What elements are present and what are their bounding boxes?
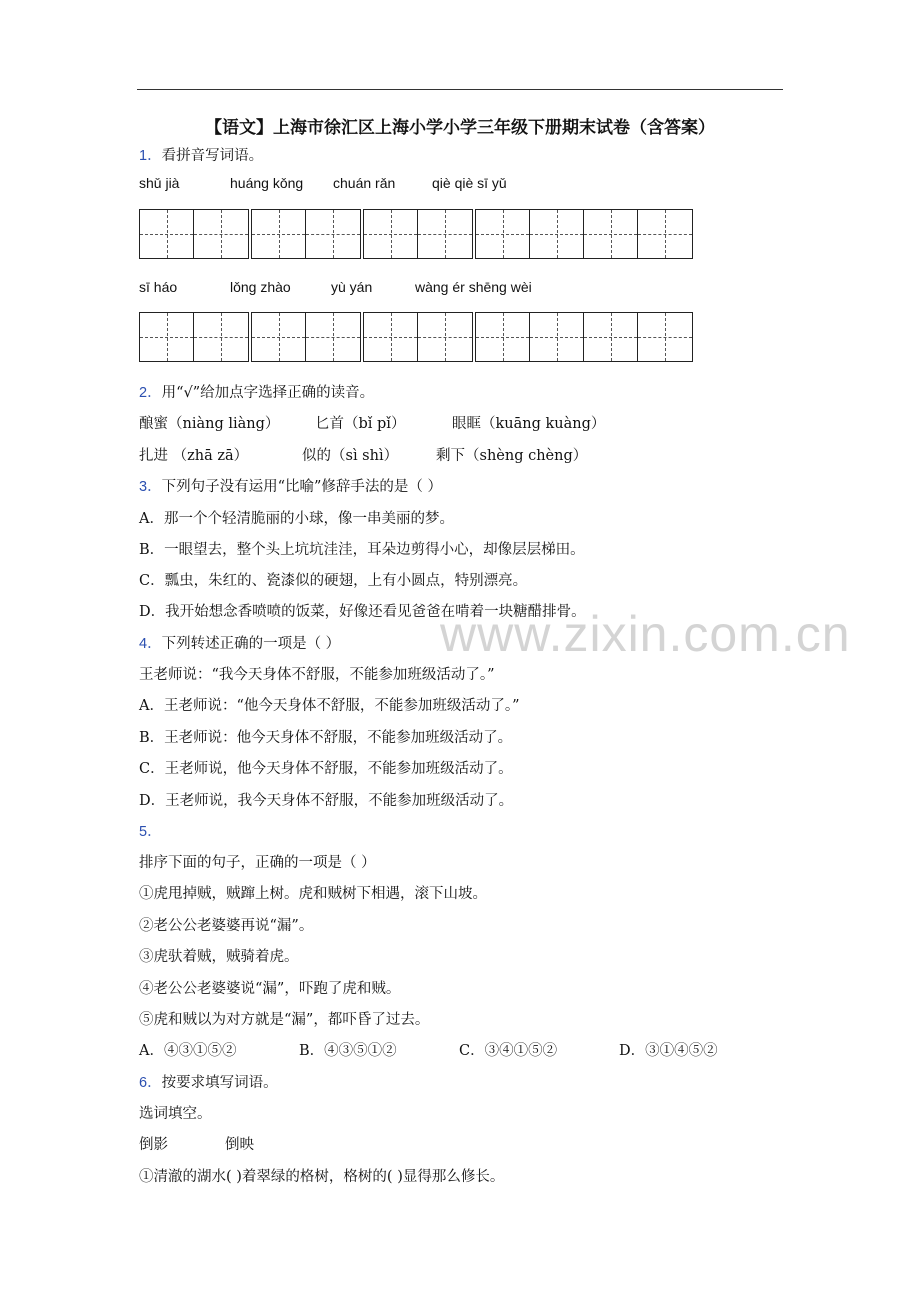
reading-choice[interactable]: 眼眶（kuāng kuàng） — [452, 416, 606, 432]
reading-choice[interactable]: 似的（sì shì） — [302, 448, 399, 464]
watermark: www.zixin.com.cn — [440, 606, 851, 662]
answer-options — [139, 1039, 718, 1060]
question-number: 2． — [139, 385, 162, 401]
question-6 — [139, 1071, 278, 1092]
question-number: 3． — [139, 479, 162, 495]
word-choice: 倒影 — [139, 1137, 168, 1153]
word-choices — [139, 1133, 254, 1154]
sentence-item: ②老公公老婆婆再说“漏”。 — [139, 918, 314, 934]
pinyin-label: yù yán — [331, 279, 373, 295]
answer-box[interactable] — [251, 209, 361, 259]
word-choice: 倒映 — [225, 1137, 254, 1153]
sentence-item: ①虎甩掉贼，贼蹿上树。虎和贼树下相遇，滚下山坡。 — [139, 886, 487, 902]
option-a[interactable]: A．那一个个轻清脆丽的小球，像一串美丽的梦。 — [139, 511, 454, 527]
option-d[interactable]: D．王老师说，我今天身体不舒服，不能参加班级活动了。 — [139, 793, 514, 809]
pinyin-label: huáng kǒng — [230, 175, 304, 191]
question-number: 6． — [139, 1075, 162, 1091]
question-2 — [139, 381, 374, 402]
sub-instruction: 选词填空。 — [139, 1106, 212, 1122]
writing-grid-row-1 — [139, 209, 695, 259]
page-title: 【语文】上海市徐汇区上海小学小学三年级下册期末试卷（含答案） — [205, 118, 715, 138]
answer-box[interactable] — [251, 312, 361, 362]
question-text: 排序下面的句子，正确的一项是（ ） — [139, 855, 376, 871]
pinyin-label: qiè qiè sī yǔ — [432, 175, 507, 191]
option-b[interactable]: B．④③⑤①② — [299, 1043, 397, 1059]
fill-blank-sentence[interactable]: ①清澈的湖水( )着翠绿的格树，格树的( )显得那么修长。 — [139, 1169, 505, 1185]
reading-choice[interactable]: 剩下（shèng chèng） — [436, 448, 588, 464]
reading-choices-2 — [139, 444, 587, 465]
question-text: 看拼音写词语。 — [161, 148, 264, 164]
sentence-item: ④老公公老婆婆说“漏”，吓跑了虎和贼。 — [139, 981, 401, 997]
reading-choice[interactable]: 扎进 （zhā zā） — [139, 448, 249, 464]
question-number: 5． — [139, 824, 162, 840]
question-1 — [139, 144, 263, 165]
option-a[interactable]: A．王老师说：“他今天身体不舒服，不能参加班级活动了。” — [139, 698, 520, 714]
answer-box[interactable] — [363, 209, 473, 259]
answer-box[interactable] — [475, 312, 693, 362]
answer-box[interactable] — [363, 312, 473, 362]
reading-choice[interactable]: 酿蜜（niàng liàng） — [139, 416, 280, 432]
option-c[interactable]: C．瓢虫，朱红的、瓷漆似的硬翅，上有小圆点，特别漂亮。 — [139, 573, 528, 589]
reading-choice[interactable]: 匕首（bǐ pǐ） — [315, 416, 406, 432]
answer-box[interactable] — [475, 209, 693, 259]
question-text: 下列转述正确的一项是（ ） — [161, 636, 341, 652]
question-5 — [139, 820, 162, 841]
sentence-item: ⑤虎和贼以为对方就是“漏”，都吓昏了过去。 — [139, 1012, 430, 1028]
option-d[interactable]: D．我开始想念香喷喷的饭菜，好像还看见爸爸在啃着一块糖醋排骨。 — [139, 604, 586, 620]
pinyin-label: lǒng zhào — [230, 279, 291, 295]
question-text: 按要求填写词语。 — [161, 1075, 278, 1091]
question-number: 4． — [139, 636, 162, 652]
pinyin-label: wàng ér shēng wèi — [415, 279, 532, 295]
reading-choices-1 — [139, 412, 605, 433]
option-d[interactable]: D．③①④⑤② — [619, 1043, 718, 1059]
question-3 — [139, 475, 442, 496]
option-b[interactable]: B．王老师说：他今天身体不舒服，不能参加班级活动了。 — [139, 730, 513, 746]
question-4 — [139, 632, 340, 653]
question-number: 1． — [139, 148, 162, 164]
pinyin-label: shǔ jià — [139, 175, 180, 191]
answer-box[interactable] — [139, 209, 249, 259]
question-text: 用“√”给加点字选择正确的读音。 — [161, 385, 375, 401]
option-a[interactable]: A．④③①⑤② — [139, 1043, 237, 1059]
top-rule — [137, 89, 783, 90]
option-b[interactable]: B．一眼望去，整个头上坑坑洼洼，耳朵边剪得小心，却像层层梯田。 — [139, 542, 585, 558]
quote-text: 王老师说：“我今天身体不舒服，不能参加班级活动了。” — [139, 667, 495, 683]
writing-grid-row-2 — [139, 312, 695, 362]
pinyin-label: chuán rǎn — [333, 175, 396, 191]
option-c[interactable]: C．③④①⑤② — [459, 1043, 558, 1059]
sentence-item: ③虎驮着贼，贼骑着虎。 — [139, 949, 299, 965]
option-c[interactable]: C．王老师说，他今天身体不舒服，不能参加班级活动了。 — [139, 761, 513, 777]
answer-box[interactable] — [139, 312, 249, 362]
question-text: 下列句子没有运用“比喻”修辞手法的是（ ） — [161, 479, 443, 495]
pinyin-label: sī háo — [139, 279, 178, 295]
